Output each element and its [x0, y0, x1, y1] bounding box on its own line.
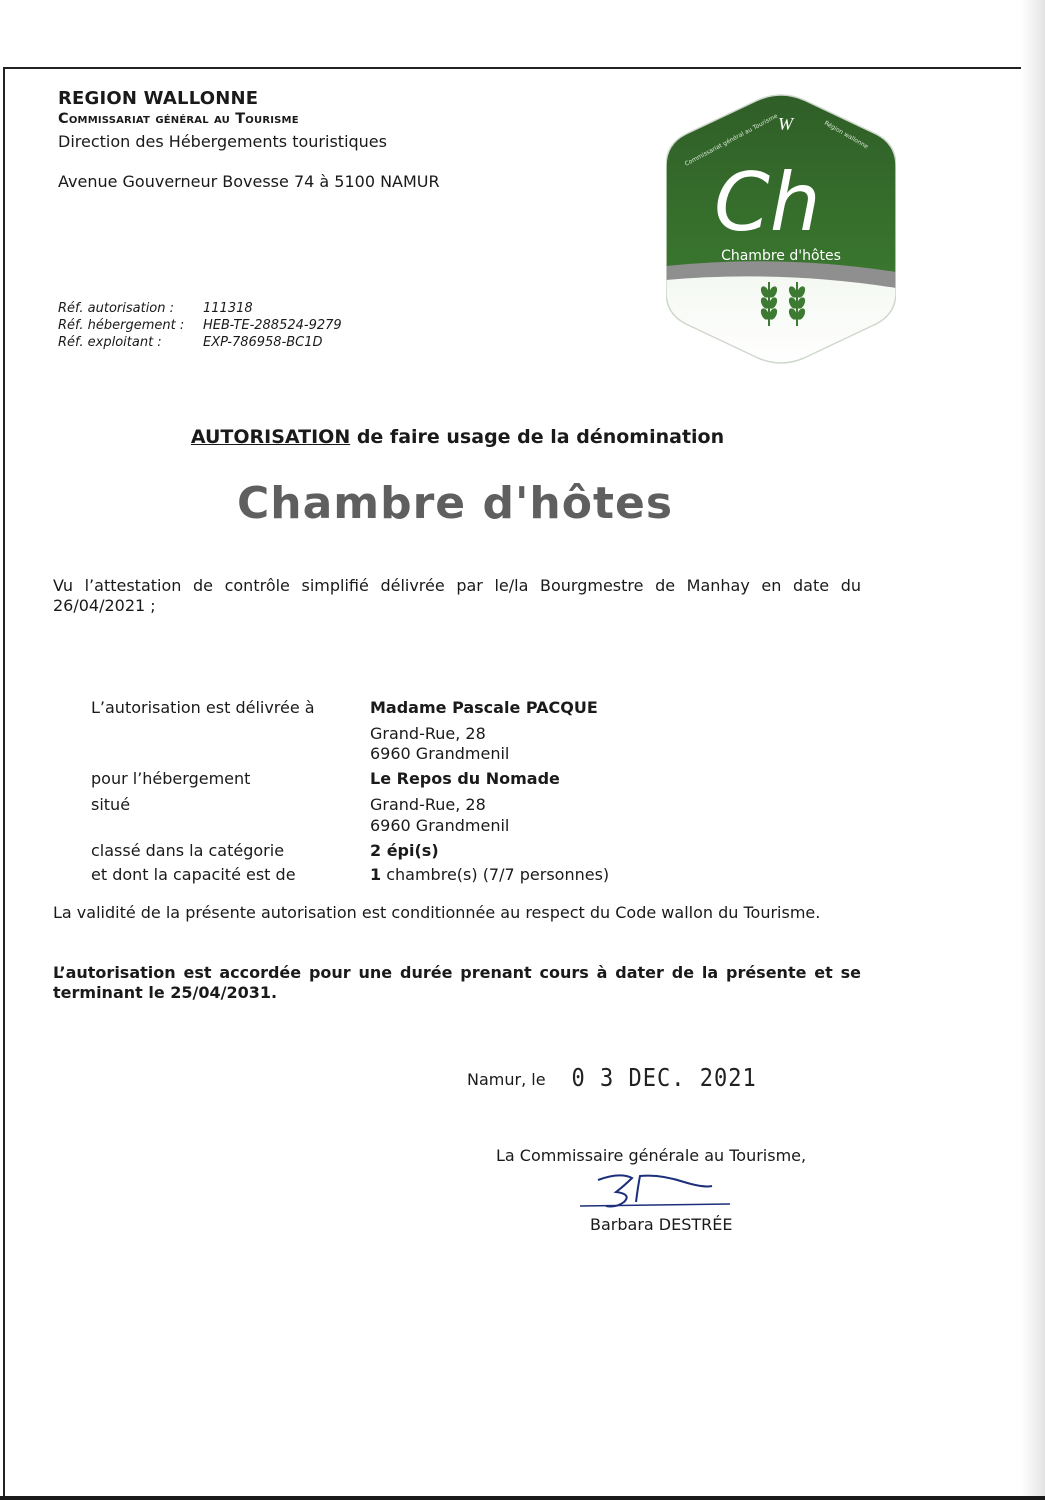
handwritten-signature	[580, 1168, 730, 1210]
ref-value: HEB-TE-288524-9279	[203, 318, 342, 333]
category-label: classé dans la catégorie	[91, 841, 285, 860]
scan-edge-shadow	[1021, 0, 1045, 1500]
capacity-count: 1	[370, 865, 382, 884]
reference-block	[58, 300, 342, 351]
logo-monogram: Ch	[714, 156, 821, 249]
lodging-name: Le Repos du Nomade	[370, 769, 560, 788]
lodging-street: Grand-Rue, 28	[370, 795, 486, 814]
date-line	[467, 1066, 757, 1091]
ref-row-operator	[58, 334, 342, 351]
logo-badge: W	[778, 114, 793, 134]
lodging-label: pour l’hébergement	[91, 769, 251, 788]
lodging-city: 6960 Grandmenil	[370, 816, 510, 835]
holder-city: 6960 Grandmenil	[370, 744, 510, 763]
intro-paragraph: Vu l’attestation de contrôle simplifié délivrée par le/la Bourgmestre de Manhay en date du 26/04/2021 ;	[53, 576, 861, 615]
duration-paragraph: L’autorisation est accordée pour une durée prenant cours à dater de la présente et se terminant le 25/04/2031.	[53, 963, 861, 1002]
denomination-title: Chambre d'hôtes	[236, 478, 674, 529]
date-stamp: 0 3 DEC. 2021	[571, 1064, 757, 1093]
authorization-heading-rest: de faire usage de la dénomination	[350, 426, 725, 448]
ref-label: Réf. autorisation :	[58, 301, 175, 316]
capacity-label: et dont la capacité est de	[91, 865, 296, 884]
ref-label: Réf. exploitant :	[58, 335, 162, 350]
logo-ring-right: Région wallonne	[823, 119, 870, 151]
org-commissariat: Commissariat général au Tourisme	[58, 111, 299, 127]
ref-value: EXP-786958-BC1D	[203, 335, 323, 350]
authorization-heading	[0, 426, 980, 448]
ref-row-lodging	[58, 317, 342, 334]
chambre-dhotes-logo	[666, 94, 896, 364]
category-value: 2 épi(s)	[370, 841, 439, 860]
org-region: REGION WALLONNE	[58, 88, 259, 109]
org-direction: Direction des Hébergements touristiques	[58, 132, 387, 151]
signer-name: Barbara DESTRÉE	[590, 1215, 733, 1234]
scan-bottom-edge	[0, 1496, 1045, 1500]
validity-paragraph: La validité de la présente autorisation est conditionnée au respect du Code wallon du Tourisme.	[53, 903, 821, 922]
org-address: Avenue Gouverneur Bovesse 74 à 5100 NAMUR	[58, 172, 440, 191]
capacity-rest: chambre(s) (7/7 personnes)	[381, 865, 610, 884]
authorization-keyword: AUTORISATION	[190, 426, 351, 448]
ref-value: 111318	[203, 301, 253, 316]
delivered-to-label: L’autorisation est délivrée à	[91, 698, 315, 717]
ref-label: Réf. hébergement :	[58, 318, 185, 333]
date-place: Namur, le	[467, 1070, 546, 1089]
signer-role: La Commissaire générale au Tourisme,	[496, 1146, 807, 1165]
capacity-value	[370, 864, 609, 885]
holder-street: Grand-Rue, 28	[370, 724, 486, 743]
holder-name: Madame Pascale PACQUE	[370, 698, 598, 717]
logo-ring-left: Commissariat général au Tourisme	[683, 112, 779, 168]
located-label: situé	[91, 795, 131, 814]
logo-caption: Chambre d'hôtes	[721, 248, 841, 264]
ref-row-authorization	[58, 300, 342, 317]
